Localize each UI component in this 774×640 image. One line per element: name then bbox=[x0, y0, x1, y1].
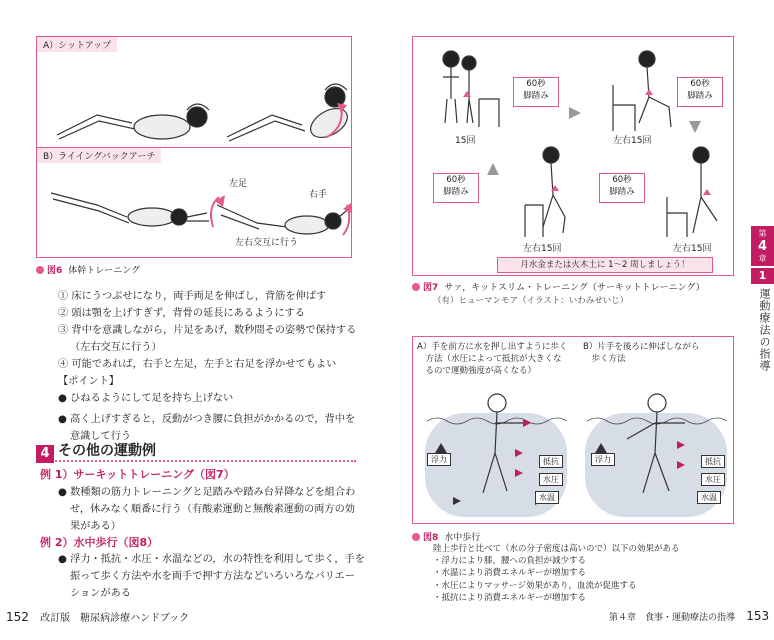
annot-alternate: 左右交互に行う bbox=[235, 238, 299, 248]
fig8-description bbox=[433, 543, 680, 604]
caption-bullet-icon bbox=[412, 283, 420, 291]
section-tab-title: 運動療法の指導 bbox=[758, 288, 771, 372]
chapter-tab-number: 4 bbox=[757, 239, 768, 254]
example-2-line: 振って歩く方法や水を両手で押す方法などいろいろなバリエー bbox=[70, 571, 356, 582]
example-1-title bbox=[40, 466, 235, 482]
section-tab bbox=[751, 268, 774, 284]
caption-bullet-icon bbox=[36, 266, 44, 274]
fig7-note: 月水金または火木土に 1～2 周しましょう！ bbox=[497, 257, 713, 273]
fig6-panel-b-label: B）ライイングバックアーチ bbox=[37, 148, 161, 163]
fig6-caption bbox=[36, 263, 140, 276]
step-line: ① 床にうつぶせになり，両手両足を伸ばし，背筋を伸ばす bbox=[58, 291, 327, 302]
step-line: ② 頭は顎を上げすぎず，背骨の延長にあるようにする bbox=[58, 308, 305, 319]
tag-temp-a: 水温 bbox=[535, 491, 559, 504]
chapter-tab-prefix: 第 bbox=[758, 229, 767, 238]
example-1-line: 果がある） bbox=[70, 521, 121, 532]
example-2-line: ● 浮力・抵抗・水圧・水温などの，水の特性を利用して歩く，手を bbox=[58, 554, 365, 565]
fig8-desc-line: ・水圧によりマッサージ効果があり，血流が促進する bbox=[433, 580, 637, 591]
example-1-line: せ，休みなく順番に行う（有酸素運動と無酸素運動の両方の効 bbox=[70, 504, 355, 515]
point-line: ● ひねるようにして足を持ち上げない bbox=[58, 393, 234, 404]
example-2-text bbox=[58, 551, 365, 602]
figure-6-box bbox=[36, 36, 352, 258]
back-arch-illustration bbox=[37, 165, 353, 255]
right-page-number: 153 bbox=[746, 609, 770, 623]
points-list bbox=[58, 390, 355, 445]
fig8-caption-number: 図8 bbox=[423, 533, 439, 543]
tag-buoyancy-a: 浮力 bbox=[427, 453, 451, 466]
section-tab-number: 1 bbox=[758, 269, 767, 282]
steps-list bbox=[58, 288, 356, 373]
fig8-desc-line: ・抵抗により消費エネルギーが増加する bbox=[433, 592, 587, 603]
tag-pressure-b: 水圧 bbox=[701, 473, 725, 486]
fig7-box-60-1: 60秒 脚踏み bbox=[513, 77, 559, 107]
book-title: 改訂版 糖尿病診療ハンドブック bbox=[40, 613, 190, 624]
fig6-caption-number: 図6 bbox=[47, 266, 63, 276]
annot-left-leg: 左足 bbox=[229, 179, 248, 189]
step-line: ④ 可能であれば，右手と左足，左手と右足を浮かせてもよい bbox=[58, 359, 337, 370]
fig7-caption-title: サァ，キットスリム・トレーニング（サーキットトレーニング） bbox=[444, 283, 705, 293]
fig7-caption-number: 図7 bbox=[423, 283, 439, 293]
example-1-ref[interactable]: （図7） bbox=[194, 468, 235, 481]
fig7-box-60-2: 60秒 脚踏み bbox=[677, 77, 723, 107]
section-heading bbox=[36, 440, 356, 462]
tag-temp-b: 水温 bbox=[697, 491, 721, 504]
left-page-number: 152 bbox=[6, 610, 29, 624]
figure-8-box bbox=[412, 336, 734, 524]
fig8-desc-line: 陸上歩行と比べて（水の分子密度は高いので）以下の効果がある bbox=[433, 544, 680, 554]
left-footer bbox=[6, 609, 189, 624]
example-2-label: 例 2）水中歩行 bbox=[40, 536, 118, 549]
caption-bullet-icon bbox=[412, 533, 420, 541]
fig7-credit: （有）ヒューマンモア（イラスト：いわみせいじ） bbox=[433, 296, 629, 306]
chapter-title: 第４章 食事・運動療法の指導 bbox=[609, 613, 736, 623]
fig7-count-lr15-a: 左右15回 bbox=[613, 136, 652, 146]
fig8-desc-line: ・水温により消費エネルギーが増加する bbox=[433, 568, 587, 579]
fig7-box-60-4: 60秒 脚踏み bbox=[599, 173, 645, 203]
fig6-panel-a-label: A）シットアップ bbox=[37, 37, 117, 52]
section-title: その他の運動例 bbox=[58, 443, 156, 459]
point-label: 【ポイント】 bbox=[58, 376, 120, 387]
tag-pressure-a: 水圧 bbox=[539, 473, 563, 486]
chapter-tab-suffix: 章 bbox=[758, 254, 767, 263]
step-line: ③ 背中を意識しながら，片足をあげ，数秒間その姿勢で保持する bbox=[58, 325, 357, 336]
situp-illustration bbox=[37, 55, 353, 145]
fig7-count-lr15-c: 左右15回 bbox=[673, 244, 712, 254]
annot-right-hand: 右手 bbox=[309, 190, 328, 200]
fig8-caption bbox=[412, 530, 480, 543]
step-line: （左右交互に行う） bbox=[70, 342, 162, 353]
fig8-caption-title: 水中歩行 bbox=[444, 533, 481, 543]
example-2-title bbox=[40, 534, 158, 550]
point-line: 意識して行う bbox=[70, 431, 132, 442]
section-number: 4 bbox=[36, 445, 54, 463]
fig7-caption bbox=[412, 280, 742, 293]
example-1-text bbox=[58, 484, 355, 535]
right-page bbox=[387, 0, 774, 640]
fig7-count-15: 15回 bbox=[455, 136, 476, 146]
fig8-panel-b-text: B）片手を後ろに伸ばしながら 歩く方法 bbox=[583, 342, 700, 364]
tag-buoyancy-b: 浮力 bbox=[591, 453, 615, 466]
fig7-count-lr15-b: 左右15回 bbox=[523, 244, 562, 254]
fig8-panel-a-text: A）手を前方に水を押し出すように歩く 方法（水圧によって抵抗が大きくな るので運動強度が高くなる） bbox=[417, 342, 568, 376]
water-walk-illustration bbox=[413, 383, 735, 523]
chapter-tab bbox=[751, 226, 774, 266]
example-1-line: ● 数種類の筋力トレーニングと足踏みや踏み台昇降などを組合わ bbox=[58, 487, 356, 498]
fig7-box-60-3: 60秒 脚踏み bbox=[433, 173, 479, 203]
example-2-ref[interactable]: （図8） bbox=[117, 536, 159, 549]
figure-7-box bbox=[412, 36, 734, 276]
right-footer bbox=[609, 609, 769, 623]
example-1-label: 例 1）サーキットトレーニング bbox=[40, 468, 195, 481]
tag-resistance-a: 抵抗 bbox=[539, 455, 563, 468]
example-2-line: ションがある bbox=[70, 588, 131, 599]
fig8-desc-line: ・浮力により膝，腰への負担が減少する bbox=[433, 556, 587, 567]
point-line: ● 高く上げすぎると，反動がつき腰に負担がかかるので，背中を bbox=[58, 414, 356, 425]
tag-resistance-b: 抵抗 bbox=[701, 455, 725, 468]
fig6-caption-title: 体幹トレーニング bbox=[68, 266, 141, 276]
circuit-illustration bbox=[413, 37, 735, 257]
